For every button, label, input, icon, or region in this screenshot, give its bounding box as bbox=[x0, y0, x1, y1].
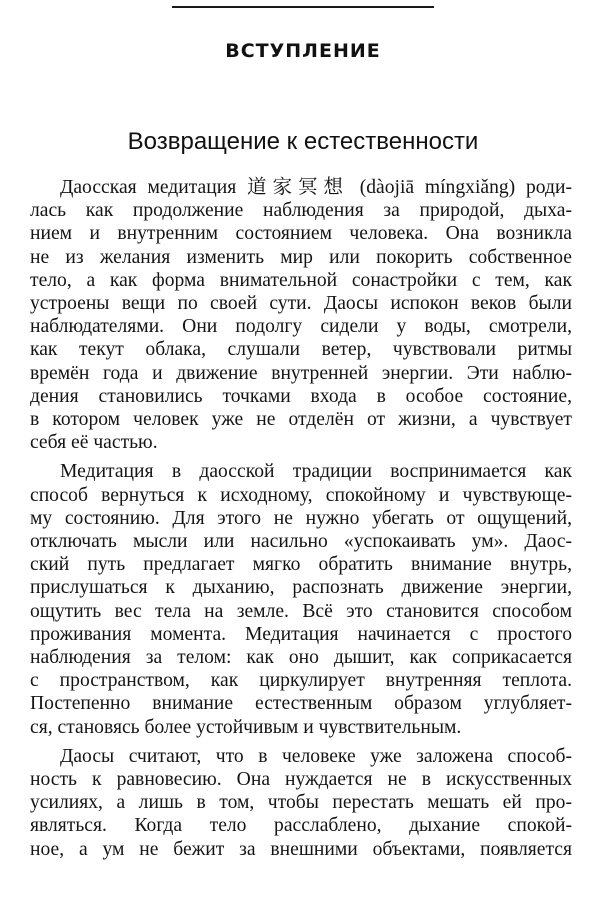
text-line: лась как продолжение наблюдения за природой, дыха- bbox=[30, 200, 572, 222]
paragraph-2 bbox=[30, 460, 572, 738]
text-line bbox=[30, 175, 572, 199]
paragraph-1 bbox=[30, 175, 572, 454]
text-segment: (dàojiā míngxiǎng) роди- bbox=[359, 177, 572, 198]
chapter-heading: ВСТУПЛЕНИЕ bbox=[225, 40, 381, 62]
text-line: ский путь предлагает мягко обратить внимание внутрь, bbox=[30, 554, 572, 576]
text-line: усилиях, а лишь в том, чтобы перестать мешать ей про- bbox=[30, 792, 572, 814]
text-line: являться. Когда тело расслаблено, дыхание спокой- bbox=[30, 815, 572, 837]
text-line: наблюдателями. Они подолгу сидели у воды, смотрели, bbox=[30, 316, 572, 338]
text-line: времён года и движение внутренней энергии. Эти наблю- bbox=[30, 362, 572, 384]
text-line: Медитация в даосской традиции воспринимается как bbox=[60, 461, 572, 483]
body-text bbox=[30, 175, 572, 867]
text-line: отключать мысли или насильно «успокаивать ум». Даос- bbox=[30, 531, 572, 553]
text-line: Постепенно внимание естественным образом углубляет- bbox=[30, 693, 572, 715]
text-line: Даосы считают, что в человеке уже заложена способ- bbox=[60, 745, 572, 767]
text-line: проживания момента. Медитация начинается с простого bbox=[30, 623, 572, 645]
paragraph-3 bbox=[30, 745, 572, 861]
text-line: ощутить вес тела на земле. Всё это становится способом bbox=[30, 600, 572, 622]
text-line: прислушаться к дыханию, распознать движение энергии, bbox=[30, 577, 572, 599]
chinese-term: 道家冥想 bbox=[247, 175, 349, 198]
top-rule bbox=[172, 6, 434, 8]
text-line: не из желания изменить мир или покорить собственное bbox=[30, 246, 572, 268]
text-line: в котором человек уже не отделён от жизни, а чувствует bbox=[30, 409, 572, 431]
text-line: способ вернуться к исходному, спокойному и чувствующе- bbox=[30, 484, 572, 506]
text-line: как текут облака, слушали ветер, чувствовали ритмы bbox=[30, 339, 572, 361]
text-line: себя её частью. bbox=[30, 432, 158, 454]
text-line: ность к равновесию. Она нуждается не в искусственных bbox=[30, 769, 572, 791]
text-line: му состоянию. Для этого не нужно убегать от ощущений, bbox=[30, 507, 572, 529]
text-line: нием и внутренним состоянием человека. Она возникла bbox=[30, 223, 572, 245]
text-line: с пространством, как циркулирует внутренняя теплота. bbox=[30, 670, 572, 692]
text-line: ное, а ум не бежит за внешними объектами, появляется bbox=[30, 838, 572, 860]
text-segment: Даосская медитация bbox=[60, 177, 237, 198]
text-line: наблюдения за телом: как оно дышит, как соприкасается bbox=[30, 647, 572, 669]
section-title: Возвращение к естественности bbox=[127, 128, 479, 155]
text-line: тело, а как форма внимательной сонастройки с тем, как bbox=[30, 269, 572, 291]
text-line: дения становились точками входа в особое состояние, bbox=[30, 385, 572, 407]
text-line: ся, становясь более устойчивым и чувствительным. bbox=[30, 716, 462, 738]
text-line: устроены вещи по своей сути. Даосы испокон веков были bbox=[30, 293, 572, 315]
